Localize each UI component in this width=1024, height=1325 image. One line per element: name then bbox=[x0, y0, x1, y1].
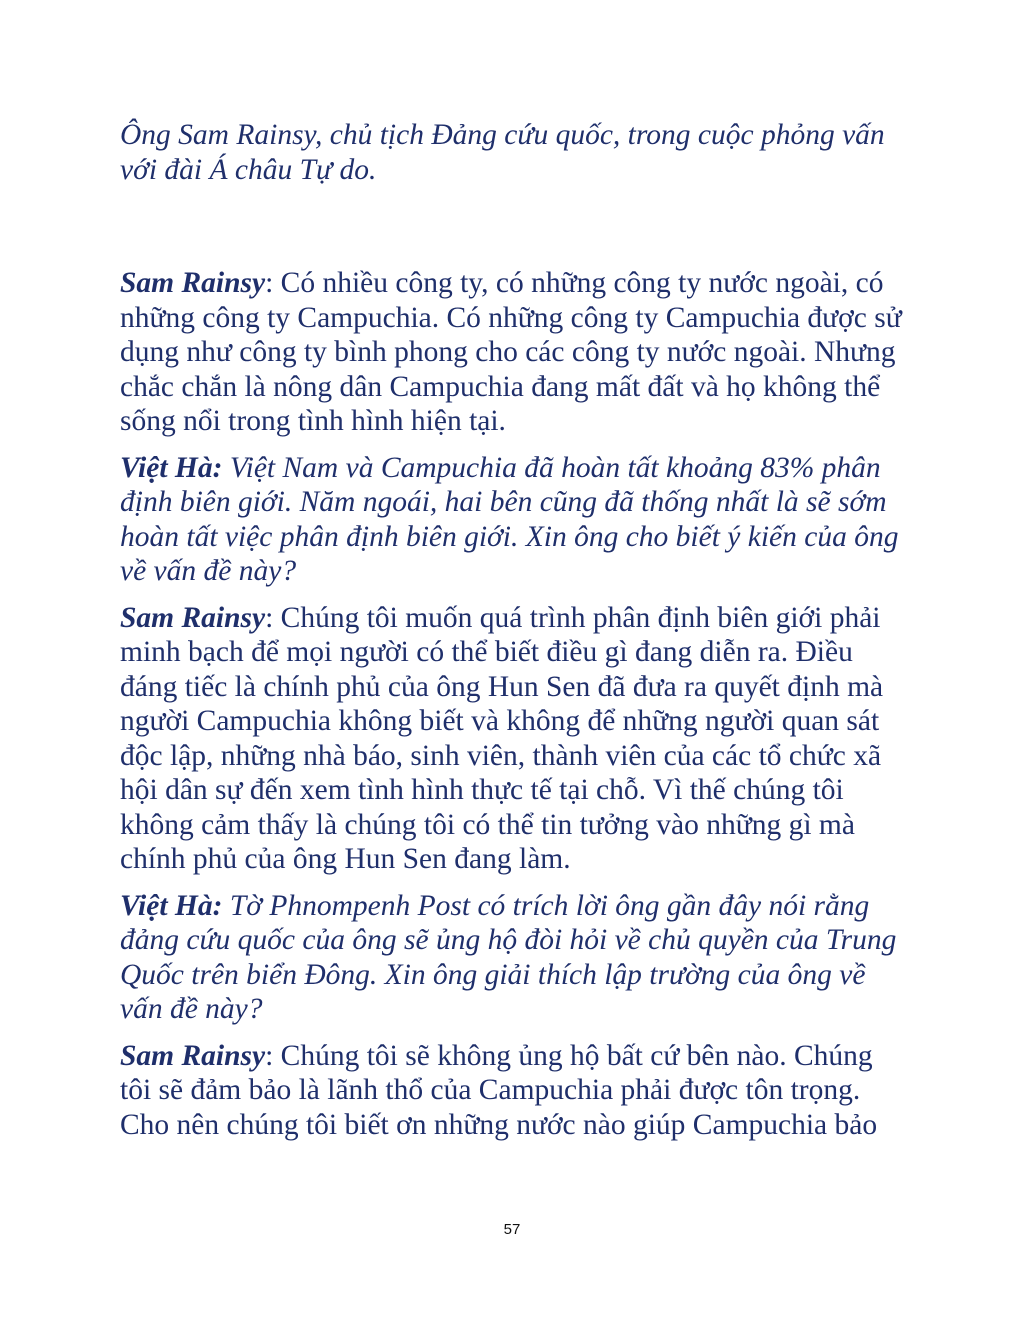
speaker-label: Sam Rainsy bbox=[120, 601, 266, 634]
speaker-separator bbox=[222, 452, 229, 484]
speaker-label: Việt Hà: bbox=[120, 451, 223, 484]
speaker-separator: : bbox=[265, 1039, 281, 1072]
intro-paragraph: Ông Sam Rainsy, chủ tịch Đảng cứu quốc, trong cuộc phỏng vấn với đài Á châu Tự do. bbox=[120, 119, 885, 186]
speaker-separator: : bbox=[265, 601, 281, 634]
answer-paragraph-1 bbox=[120, 266, 910, 439]
paragraph-gap bbox=[120, 877, 910, 889]
document-page bbox=[120, 118, 910, 1142]
paragraph-text: Chúng tôi sẽ không ủng hộ bất cứ bên nào. Chúng tôi sẽ đảm bảo là lãnh thổ của Campuchia phải được tôn trọng. Cho nên chúng tôi biết ơn những nước nào giúp Campuchia bảo bbox=[120, 1039, 878, 1141]
paragraph-text: Tờ Phnompenh Post có trích lời ông gần đây nói rằng đảng cứu quốc của ông sẽ ủng hộ đòi hỏi về chủ quyền của Trung Quốc trên biển Đông. Xin ông giải thích lập trường của ông về vấn đề này? bbox=[120, 889, 897, 1025]
speaker-label: Sam Rainsy bbox=[120, 267, 266, 299]
speaker-label: Việt Hà: bbox=[120, 889, 223, 922]
question-paragraph-1 bbox=[120, 451, 910, 589]
answer-paragraph-2 bbox=[120, 601, 910, 877]
paragraph-text: Chúng tôi muốn quá trình phân định biên giới phải minh bạch để mọi người có thể biết điều gì đang diễn ra. Điều đáng tiếc là chính phủ của ông Hun Sen đã đưa ra quyết định mà người Campuchia không biết và không để những người quan sát độc lập, những nhà báo, sinh viên, thành viên của các tổ chức xã hội dân sự đến xem tình hình thực tế tại chỗ. Vì thế chúng tôi không cảm thấy là chúng tôi có thể tin tưởng vào những gì mà chính phủ của ông Hun Sen đang làm. bbox=[120, 601, 884, 875]
paragraph-gap bbox=[120, 589, 910, 601]
speaker-separator bbox=[222, 890, 229, 922]
answer-paragraph-3 bbox=[120, 1039, 910, 1143]
speaker-separator: : bbox=[265, 267, 281, 299]
paragraph-text: Có nhiều công ty, có những công ty nước ngoài, có những công ty Campuchia. Có những công ty Campuchia được sử dụng như công ty bình phong cho các công ty nước ngoài. Nhưng chắc chắn là nông dân Campuchia đang mất đất và họ không thể sống nổi trong tình hình hiện tại. bbox=[120, 267, 902, 437]
paragraph-gap bbox=[120, 1027, 910, 1039]
speaker-label: Sam Rainsy bbox=[120, 1039, 266, 1072]
question-paragraph-2 bbox=[120, 889, 910, 1027]
paragraph-gap bbox=[120, 439, 910, 451]
section-gap bbox=[120, 187, 910, 266]
page-number: 57 bbox=[503, 1221, 521, 1238]
paragraph-text: Việt Nam và Campuchia đã hoàn tất khoảng 83% phân định biên giới. Năm ngoái, hai bên cũng đã thống nhất là sẽ sớm hoàn tất việc phân định biên giới. Xin ông cho biết ý kiến của ông về vấn đề này? bbox=[120, 451, 899, 587]
